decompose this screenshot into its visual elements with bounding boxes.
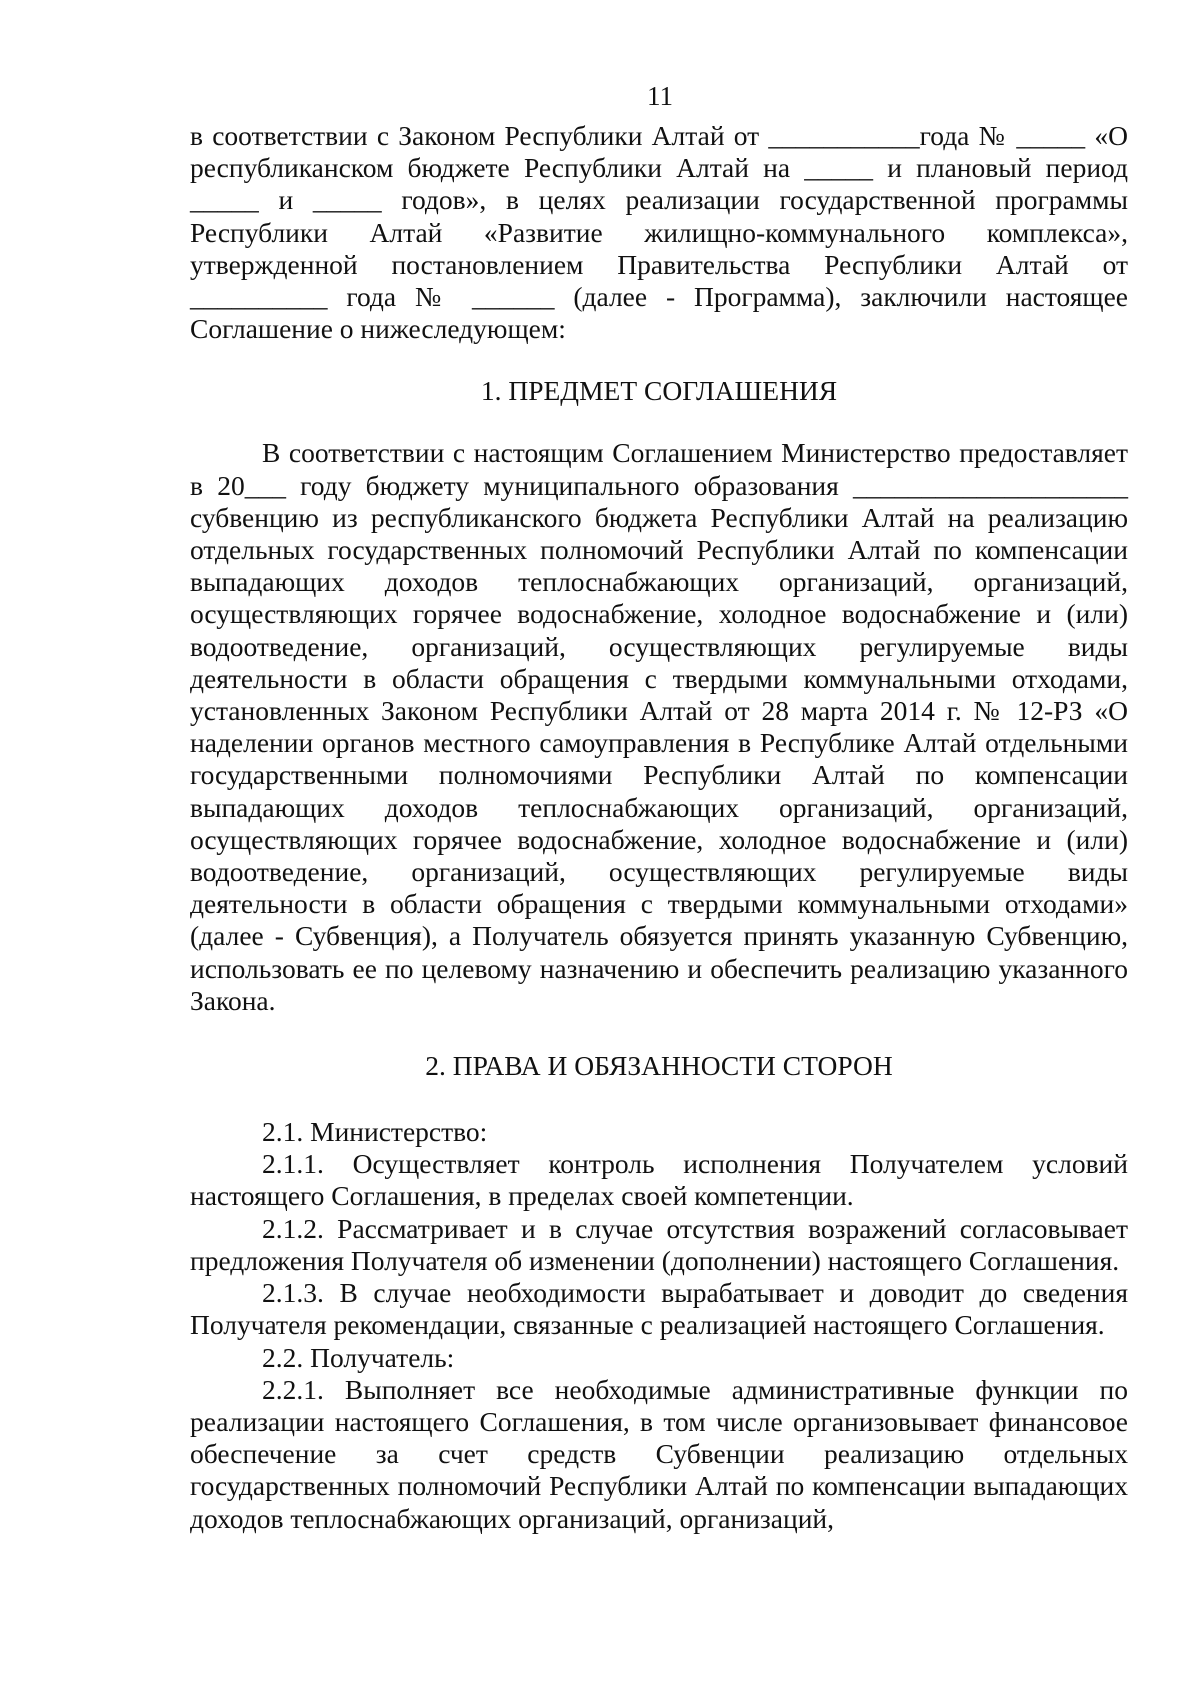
clause-2-2: 2.2. Получатель: [262, 1341, 455, 1373]
document-body [190, 120, 1128, 1535]
section-1-paragraph: В соответствии с настоящим Соглашением Министерство предоставляет в 20___ году бюджету муниципального образования ____________________ субвенцию из республиканского бюджета Республики Алтай на реализацию отдельных государственных полномочий Республики Алтай по компенсации выпадающих доходов теплоснабжающих организаций, организаций, осуществляющих горячее водоснабжение, холодное водоснабжение и (или) водоотведение, организаций, осуществляющих регулируемые виды деятельности в области обращения с твердыми коммунальными отходами, установленных Законом Республики Алтай от 28 марта 2014 г. № 12-РЗ «О наделении органов местного самоуправления в Республике Алтай отдельными государственными полномочиями Республики Алтай по компенсации выпадающих доходов теплоснабжающих организаций, организаций, осуществляющих горячее водоснабжение, холодное водоснабжение и (или) водоотведение, организаций, осуществляющих регулируемые виды деятельности в области обращения с твердыми коммунальными отходами» (далее - Субвенция), а Получатель обязуется принять указанную Субвенцию, использовать ее по целевому назначению и обеспечить реализацию указанного Закона. [190, 437, 1128, 1016]
clause-2-1-3: 2.1.3. В случае необходимости вырабатывает и доводит до сведения Получателя рекомендации, связанные с реализацией настоящего Соглашения. [190, 1277, 1128, 1341]
section-2-heading: 2. ПРАВА И ОБЯЗАННОСТИ СТОРОН [425, 1050, 893, 1082]
section-1-heading: 1. ПРЕДМЕТ СОГЛАШЕНИЯ [480, 375, 838, 407]
intro-paragraph: в соответствии с Законом Республики Алтай от ___________года № _____ «О республиканском бюджете Республики Алтай на _____ и плановый период _____ и _____ годов», в целях реализации государственной программы Республики Алтай «Развитие жилищно-коммунального комплекса», утвержденной постановлением Правительства Республики Алтай от __________ года № ______ (далее - Программа), заключили настоящее Соглашение о нижеследующем: [190, 120, 1128, 345]
clause-2-1-2: 2.1.2. Рассматривает и в случае отсутствия возражений согласовывает предложения Получателя об изменении (дополнении) настоящего Соглашения. [190, 1212, 1128, 1276]
clause-2-1: 2.1. Министерство: [262, 1116, 488, 1148]
clause-2-2-1: 2.2.1. Выполняет все необходимые административные функции по реализации настоящего Соглашения, в том числе организовывает финансовое обеспечение за счет средств Субвенции реализацию отдельных государственных полномочий Республики Алтай по компенсации выпадающих доходов теплоснабжающих организаций, организаций, [190, 1373, 1128, 1534]
clause-2-1-1: 2.1.1. Осуществляет контроль исполнения Получателем условий настоящего Соглашения, в пределах своей компетенции. [190, 1148, 1128, 1212]
page-number: 11 [647, 81, 673, 111]
